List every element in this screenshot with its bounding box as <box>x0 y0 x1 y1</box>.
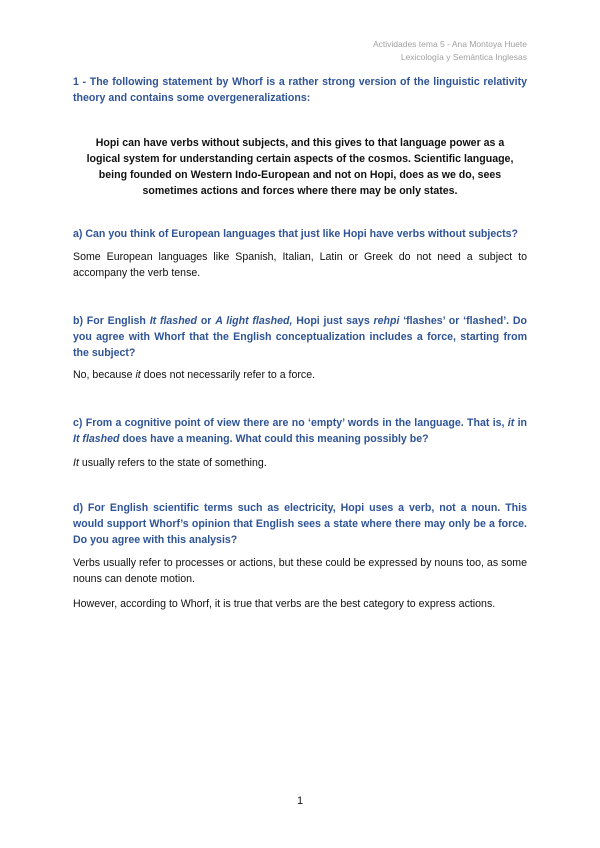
text: or <box>197 315 216 327</box>
italic-text: it <box>507 417 515 429</box>
italic-text: it <box>135 369 141 381</box>
text: in <box>514 417 528 429</box>
text: No, because <box>73 369 136 381</box>
italic-text: It <box>73 457 79 469</box>
italic-text: It flashed <box>149 315 198 327</box>
italic-text: rehpi <box>373 315 400 327</box>
answer-c <box>73 455 527 471</box>
italic-text: A light flashed, <box>215 315 293 327</box>
question-a: a) Can you think of European languages that just like Hopi have verbs without subjects? <box>73 228 519 240</box>
answer-d-2: However, according to Whorf, it is true that verbs are the best category to express actions. <box>73 598 496 610</box>
header-subject: Lexicología y Semántica Inglesas <box>400 52 527 62</box>
answer-d-1: Verbs usually refer to processes or actions, but these could be expressed by nouns too, as some nouns can denote motion. <box>73 557 527 585</box>
question-1: 1 - The following statement by Whorf is a rather strong version of the linguistic relativity theory and contains some overgeneralizations: <box>73 76 527 104</box>
text: does not necessarily refer to a force. <box>140 369 316 381</box>
text: does have a meaning. What could this meaning possibly be? <box>119 433 429 445</box>
text: c) From a cognitive point of view there are no ‘empty’ words in the language. That is, <box>73 417 508 429</box>
italic-text: It flashed <box>73 433 120 445</box>
page-header <box>373 38 527 64</box>
page-number: 1 <box>296 795 304 807</box>
header-title: Actividades tema 5 - Ana Montoya Huete <box>372 39 527 49</box>
answer-b <box>73 367 527 383</box>
text: ‘flashes’ or ‘flashed’. Do you agree with Whorf that the English conceptualization includes a force, starting from the subject? <box>73 315 527 359</box>
question-c <box>73 415 527 447</box>
text: usually refers to the state of something. <box>78 457 267 469</box>
text: Hopi just says <box>292 315 374 327</box>
answer-a: Some European languages like Spanish, Italian, Latin or Greek do not need a subject to accompany the verb tense. <box>73 251 527 279</box>
whorf-quote: Hopi can have verbs without subjects, and this gives to that language power as a logical system for understanding certain aspects of the cosmos. Scientific language, being founded on Western Indo-European and not on Hopi, does as we do, sees sometimes actions and forces where there may be only states. <box>86 137 514 197</box>
question-d: d) For English scientific terms such as electricity, Hopi uses a verb, not a noun. This would support Whorf’s opinion that English sees a state where there may only be a force. Do you agree with this analysis? <box>73 502 527 546</box>
question-b <box>73 313 527 361</box>
text: b) For English <box>73 315 150 327</box>
